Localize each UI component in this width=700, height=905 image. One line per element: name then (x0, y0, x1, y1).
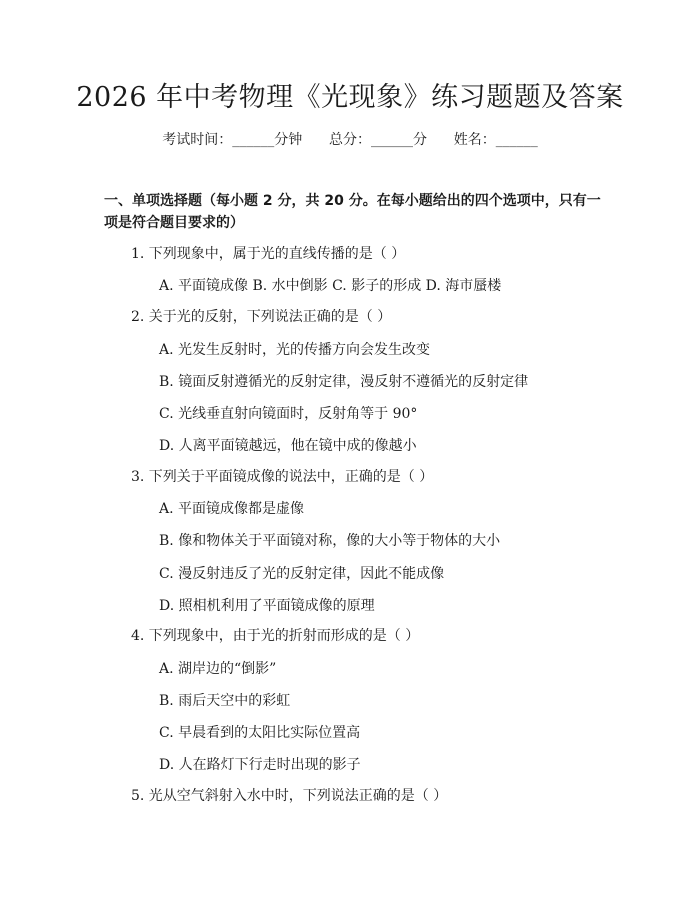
question-2: 2. 关于光的反射，下列说法正确的是（ ） (131, 309, 392, 325)
question-1-options: A. 平面镜成像 B. 水中倒影 C. 影子的形成 D. 海市蜃楼 (159, 278, 502, 294)
question-4-option-b: B. 雨后天空中的彩虹 (159, 693, 291, 709)
question-5: 5. 光从空气斜射入水中时，下列说法正确的是（ ） (131, 788, 448, 804)
exam-info-line: 考试时间：______分钟 总分：______分 姓名：______ (162, 132, 538, 148)
question-1: 1. 下列现象中，属于光的直线传播的是（ ） (131, 246, 406, 262)
question-4-option-d: D. 人在路灯下行走时出现的影子 (159, 757, 361, 773)
question-3-option-c: C. 漫反射违反了光的反射定律，因此不能成像 (159, 566, 445, 582)
question-2-option-b: B. 镜面反射遵循光的反射定律，漫反射不遵循光的反射定律 (159, 374, 529, 390)
question-3-option-a: A. 平面镜成像都是虚像 (159, 501, 305, 517)
document-title: 2026 年中考物理《光现象》练习题题及答案 (76, 82, 624, 113)
question-3-option-d: D. 照相机利用了平面镜成像的原理 (159, 598, 375, 614)
question-4-option-c: C. 早晨看到的太阳比实际位置高 (159, 725, 361, 741)
question-2-option-a: A. 光发生反射时，光的传播方向会发生改变 (159, 342, 431, 358)
section-heading: 一、单项选择题（每小题 2 分，共 20 分。在每小题给出的四个选项中，只有一项是符合题目要求的） (104, 193, 601, 231)
question-4: 4. 下列现象中，由于光的折射而形成的是（ ） (131, 628, 420, 644)
question-2-option-d: D. 人离平面镜越远，他在镜中成的像越小 (159, 438, 417, 454)
question-4-option-a: A. 湖岸边的“倒影” (159, 661, 277, 677)
question-3-option-b: B. 像和物体关于平面镜对称，像的大小等于物体的大小 (159, 533, 501, 549)
question-2-option-c: C. 光线垂直射向镜面时，反射角等于 90° (159, 406, 418, 422)
question-3: 3. 下列关于平面镜成像的说法中，正确的是（ ） (131, 469, 434, 485)
